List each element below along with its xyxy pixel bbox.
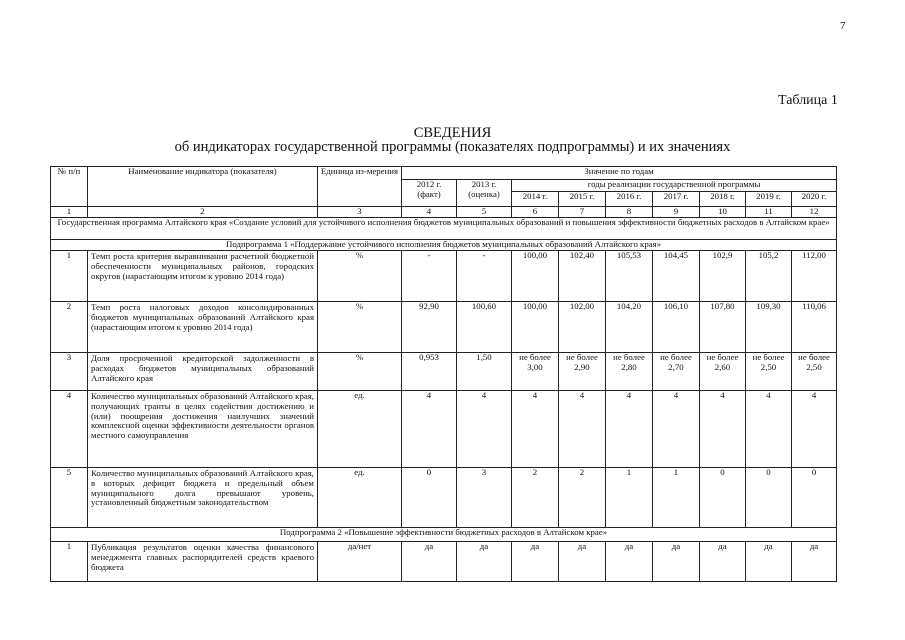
value-cell: да bbox=[559, 542, 606, 582]
value-cell: да bbox=[792, 542, 837, 582]
value-cell: 4 bbox=[700, 391, 746, 468]
value-cell: не более 2,50 bbox=[746, 353, 792, 391]
table-row bbox=[51, 353, 837, 391]
unit-cell: % bbox=[318, 353, 402, 391]
value-cell: 110,06 bbox=[792, 302, 837, 353]
value-cell: не более 2,70 bbox=[653, 353, 700, 391]
value-cell: не более 2,90 bbox=[559, 353, 606, 391]
value-cell: 0 bbox=[746, 468, 792, 528]
unit-cell: % bbox=[318, 251, 402, 302]
value-cell: 102,40 bbox=[559, 251, 606, 302]
value-cell: 0 bbox=[792, 468, 837, 528]
indicator-name: Доля просроченной кредиторской задолженности в расходах бюджетов муниципальных образований Алтайского края bbox=[88, 353, 318, 391]
row-number: 1 bbox=[51, 542, 88, 582]
header-year: 2020 г. bbox=[792, 192, 837, 207]
header-2012-year: 2012 г. bbox=[416, 179, 442, 189]
value-cell: - bbox=[402, 251, 457, 302]
indicator-name: Публикация результатов оценки качества финансового менеджмента главных распорядителей средств краевого бюджета bbox=[88, 542, 318, 582]
value-cell: не более 2,60 bbox=[700, 353, 746, 391]
table-row bbox=[51, 302, 837, 353]
header-impl: годы реализации государственной программы bbox=[512, 180, 837, 192]
section-subprogram-2: Подпрограмма 2 «Повышение эффективности бюджетных расходов в Алтайском крае» bbox=[51, 528, 837, 542]
value-cell: 1 bbox=[606, 468, 653, 528]
header-year: 2017 г. bbox=[653, 192, 700, 207]
column-number: 12 bbox=[792, 207, 837, 218]
value-cell: 107,80 bbox=[700, 302, 746, 353]
page-number: 7 bbox=[840, 20, 846, 32]
table-row bbox=[51, 468, 837, 528]
column-number: 2 bbox=[88, 207, 318, 218]
document-title bbox=[0, 126, 905, 154]
value-cell: 92,90 bbox=[402, 302, 457, 353]
value-cell: 102,9 bbox=[700, 251, 746, 302]
value-cell: не более 2,80 bbox=[606, 353, 653, 391]
value-cell: 2 bbox=[559, 468, 606, 528]
value-cell: да bbox=[606, 542, 653, 582]
title-subheading: об индикаторах государственной программы (показателях подпрограммы) и их значениях bbox=[174, 139, 731, 155]
indicator-name: Темп роста налоговых доходов консолидированных бюджетов муниципальных образований Алтайского края (нарастающим итогом к уровню 2014 года) bbox=[88, 302, 318, 353]
value-cell: да bbox=[746, 542, 792, 582]
value-cell: 0 bbox=[700, 468, 746, 528]
value-cell: не более 2,50 bbox=[792, 353, 837, 391]
indicators-table bbox=[50, 166, 837, 582]
header-year: 2016 г. bbox=[606, 192, 653, 207]
value-cell: 4 bbox=[653, 391, 700, 468]
value-cell: 4 bbox=[457, 391, 512, 468]
column-number: 7 bbox=[559, 207, 606, 218]
header-2013 bbox=[457, 180, 512, 207]
value-cell: не более 3,00 bbox=[512, 353, 559, 391]
table-row bbox=[51, 542, 837, 582]
row-number: 5 bbox=[51, 468, 88, 528]
value-cell: 100,60 bbox=[457, 302, 512, 353]
row-number: 4 bbox=[51, 391, 88, 468]
title-heading: СВЕДЕНИЯ bbox=[413, 125, 492, 141]
table-number: Таблица 1 bbox=[778, 93, 838, 108]
header-year: 2015 г. bbox=[559, 192, 606, 207]
value-cell: да bbox=[653, 542, 700, 582]
value-cell: да bbox=[512, 542, 559, 582]
unit-cell: да/нет bbox=[318, 542, 402, 582]
header-2013-note: (оценка) bbox=[468, 188, 500, 199]
value-cell: 1 bbox=[653, 468, 700, 528]
header-year: 2019 г. bbox=[746, 192, 792, 207]
row-number: 1 bbox=[51, 251, 88, 302]
value-cell: 0 bbox=[402, 468, 457, 528]
table-row bbox=[51, 391, 837, 468]
value-cell: да bbox=[457, 542, 512, 582]
column-number: 3 bbox=[318, 207, 402, 218]
value-cell: 4 bbox=[559, 391, 606, 468]
section-subprogram-1: Подпрограмма 1 «Поддержание устойчивого исполнения бюджетов муниципальных образований Алтайского края» bbox=[51, 240, 837, 251]
column-number: 10 bbox=[700, 207, 746, 218]
header-name: Наименование индикатора (показателя) bbox=[88, 167, 318, 207]
header-2012 bbox=[402, 180, 457, 207]
header-2012-note: (факт) bbox=[417, 188, 441, 199]
value-cell: 104,20 bbox=[606, 302, 653, 353]
column-number: 1 bbox=[51, 207, 88, 218]
row-number: 3 bbox=[51, 353, 88, 391]
value-cell: да bbox=[700, 542, 746, 582]
header-values: Значение по годам bbox=[402, 167, 837, 180]
value-cell: 4 bbox=[402, 391, 457, 468]
value-cell: 4 bbox=[606, 391, 653, 468]
column-number: 11 bbox=[746, 207, 792, 218]
value-cell: 2 bbox=[512, 468, 559, 528]
column-number: 6 bbox=[512, 207, 559, 218]
value-cell: 1,50 bbox=[457, 353, 512, 391]
value-cell: - bbox=[457, 251, 512, 302]
header-year: 2014 г. bbox=[512, 192, 559, 207]
value-cell: да bbox=[402, 542, 457, 582]
column-number: 9 bbox=[653, 207, 700, 218]
unit-cell: % bbox=[318, 302, 402, 353]
value-cell: 4 bbox=[746, 391, 792, 468]
section-row bbox=[51, 528, 837, 542]
section-program: Государственная программа Алтайского края «Создание условий для устойчивого исполнения бюджетов муниципальных образований и повышения эффективности бюджетных расходов в Алтайском крае» bbox=[51, 218, 837, 240]
value-cell: 104,45 bbox=[653, 251, 700, 302]
value-cell: 109,30 bbox=[746, 302, 792, 353]
indicator-name: Количество муниципальных образований Алтайского края, получающих гранты в целях содействия достижению и (или) поощрения достижения наилучших значений комплексной оценки эффективности деятельности органов местного самоуправления bbox=[88, 391, 318, 468]
value-cell: 105,2 bbox=[746, 251, 792, 302]
column-number: 8 bbox=[606, 207, 653, 218]
column-number: 5 bbox=[457, 207, 512, 218]
column-number: 4 bbox=[402, 207, 457, 218]
value-cell: 100,00 bbox=[512, 251, 559, 302]
indicator-name: Количество муниципальных образований Алтайского края, в которых дефицит бюджета и предельный объем муниципального долга превышают уровень, установленный бюджетным законодательством bbox=[88, 468, 318, 528]
header-2013-year: 2013 г. bbox=[471, 179, 497, 189]
value-cell: 100,00 bbox=[512, 302, 559, 353]
header-num: № п/п bbox=[51, 167, 88, 207]
header-year: 2018 г. bbox=[700, 192, 746, 207]
value-cell: 3 bbox=[457, 468, 512, 528]
value-cell: 106,10 bbox=[653, 302, 700, 353]
table-row bbox=[51, 251, 837, 302]
value-cell: 112,00 bbox=[792, 251, 837, 302]
row-number: 2 bbox=[51, 302, 88, 353]
value-cell: 0,953 bbox=[402, 353, 457, 391]
indicator-name: Темп роста критерия выравнивания расчетной бюджетной обеспеченности муниципальных районов, городских округов (нарастающим итогом к уровню 2014 года) bbox=[88, 251, 318, 302]
header-unit: Единица из-мерения bbox=[318, 167, 402, 207]
value-cell: 105,53 bbox=[606, 251, 653, 302]
value-cell: 4 bbox=[512, 391, 559, 468]
unit-cell: ед. bbox=[318, 391, 402, 468]
unit-cell: ед. bbox=[318, 468, 402, 528]
value-cell: 102,00 bbox=[559, 302, 606, 353]
value-cell: 4 bbox=[792, 391, 837, 468]
